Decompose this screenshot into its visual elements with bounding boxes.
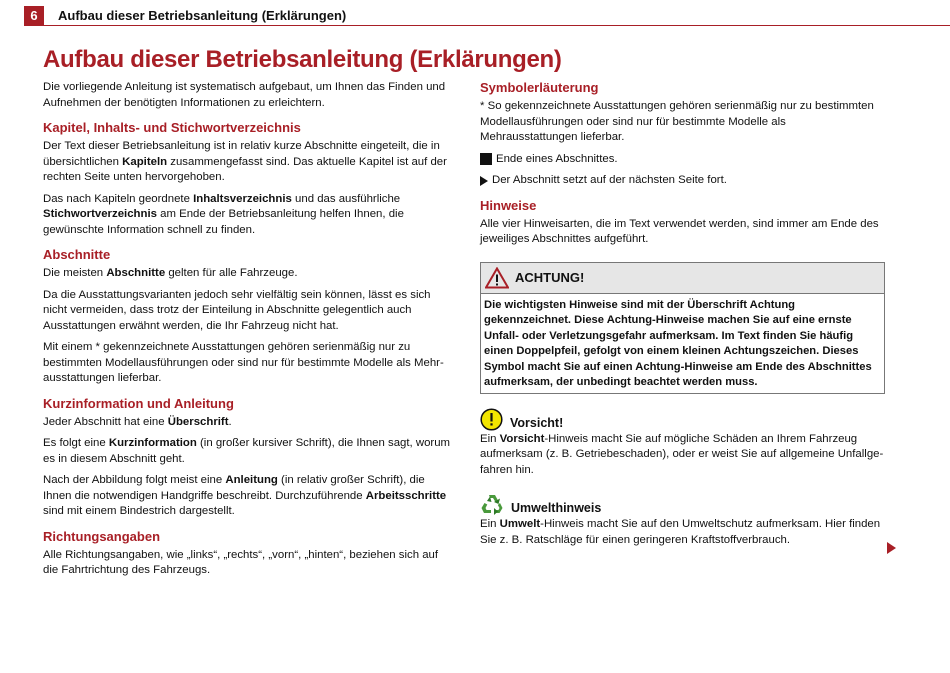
abschnitte-paragraph-1: Die meisten Abschnitte gelten für alle Fahrzeuge.: [43, 267, 298, 279]
caution-icon: [480, 408, 503, 431]
umwelt-paragraph: Ein Umwelt-Hinweis macht Sie auf den Umweltschutz aufmerksam. Hier finden Sie z. B. Ratschläge für einen geringeren Kraftstoffverbrauch.: [480, 518, 881, 546]
kurzinfo-heading: Kurzinformation und Anleitung: [43, 395, 234, 411]
end-square-icon: [480, 153, 492, 165]
symbol-paragraph: * So gekennzeichnete Ausstattungen gehören serienmäßig nur zu bestimmten Modellausführungen oder sind nur für bestimmte Modelle als Mehrausstattungen lieferbar.: [480, 100, 874, 143]
right-column: [480, 80, 886, 554]
page-header: [0, 0, 950, 26]
abschnitte-paragraph-2: Da die Ausstattungsvarianten jedoch sehr vielfältig sein können, lässt es sich nicht vermeiden, dass trotz der Einteilung in Abschnitte gelegentlich auch Ausstattungen erwähnt werden, die Ihr Fahrzeug nicht hat.: [43, 288, 431, 332]
header-rule: [24, 25, 950, 26]
umwelt-header: [480, 492, 886, 516]
recycle-icon: [480, 492, 504, 516]
kapitel-paragraph-2: Das nach Kapiteln geordnete Inhaltsverzeichnis und das ausführliche Stichwortverzeichnis am Ende der Betriebsanleitung helfen Ihnen, die gewünschte Information schnell zu finden.: [43, 192, 404, 236]
next-page-arrow-icon: [887, 542, 896, 554]
achtung-header: [481, 263, 884, 294]
warning-triangle-icon: [485, 267, 509, 289]
symbol-heading: Symbolerläuterung: [480, 80, 599, 95]
vorsicht-header: [480, 408, 886, 431]
kurzinfo-paragraph-1: Jeder Abschnitt hat eine Überschrift.: [43, 415, 232, 428]
page-number: 6: [24, 6, 44, 26]
vorsicht-title: Vorsicht!: [510, 415, 564, 430]
umwelt-title: Umwelthinweis: [511, 501, 602, 515]
kapitel-heading: Kapitel, Inhalts- und Stichwortverzeichnis: [43, 120, 301, 135]
vorsicht-paragraph: Ein Vorsicht-Hinweis macht Sie auf mögliche Schäden an Ihrem Fahrzeug aufmerksam (z. B. Getriebeschaden), oder er weist Sie auf allgemeine Unfallgefahren hin.: [480, 432, 884, 476]
header-title: Aufbau dieser Betriebsanleitung (Erklärungen): [58, 8, 347, 23]
richtung-heading: Richtungsangaben: [43, 528, 161, 544]
achtung-box: [480, 262, 885, 394]
page-title: Aufbau dieser Betriebsanleitung (Erklärungen): [43, 46, 562, 73]
abschnitte-heading: Abschnitte: [43, 247, 111, 262]
kapitel-paragraph-1: Der Text dieser Betriebsanleitung ist in relativ kurze Abschnitte eingeteilt, die in übersichtlichen Kapiteln zusammengefasst sind. Das aktuelle Kapitel ist auf der rechten Seite unten hervorgehoben.: [43, 140, 447, 183]
end-of-section-text: Ende eines Abschnittes.: [496, 152, 618, 165]
continue-arrow-icon: [480, 176, 488, 186]
hinweise-paragraph: Alle vier Hinweisarten, die im Text verwendet werden, sind immer am Ende des jeweiliges Abschnittes aufgeführt.: [480, 217, 879, 245]
continued-line: [480, 173, 886, 189]
achtung-body: Die wichtigsten Hinweise sind mit der Überschrift Achtung gekennzeichnet. Diese Achtung-Hinweise machen Sie auf eine ernste Unfall- oder Verletzungsgefahr aufmerksam. Im Text finden Sie häufig einen Doppelpfeil, gefolgt von einem kleinen Achtungszeichen. Dieses Symbol macht Sie auf einen Achtung-Hinweise am Ende des Abschnittes aufmerksam, der unbedingt beachtet werden muss.: [484, 298, 872, 388]
intro-paragraph: Die vorliegende Anleitung ist systematisch aufgebaut, um Ihnen das Finden und Aufnehmen der benötigten Informationen zu erleichtern.: [43, 81, 446, 109]
richtung-paragraph: Alle Richtungsangaben, wie „links“, „rechts“, „vorn“, „hinten“, beziehen sich auf die Fahrtrichtung des Fahrzeugs.: [43, 548, 439, 576]
continued-text: Der Abschnitt setzt auf der nächsten Seite fort.: [492, 174, 727, 186]
achtung-title: ACHTUNG!: [515, 269, 585, 285]
abschnitte-paragraph-3: Mit einem * gekennzeichnete Ausstattungen gehören serienmäßig nur zu bestimmten Modellausführungen oder sind nur für bestimmte Modelle als Mehrausstattungen lieferbar.: [43, 341, 444, 384]
hinweise-heading: Hinweise: [480, 197, 537, 213]
kurzinfo-paragraph-3: Nach der Abbildung folgt meist eine Anleitung (in relativ großer Schrift), die Ihnen die notwendigen Handgriffe beschreibt. Durchzuführende Arbeitsschritte sind mit einem Bindestrich dargestellt.: [43, 474, 447, 517]
kurzinfo-paragraph-2: Es folgt eine Kurzinformation (in großer kursiver Schrift), die Ihnen sagt, worum es in diesem Abschnitt geht.: [43, 437, 451, 465]
end-of-section-line: [480, 152, 886, 168]
left-column: [43, 80, 451, 585]
